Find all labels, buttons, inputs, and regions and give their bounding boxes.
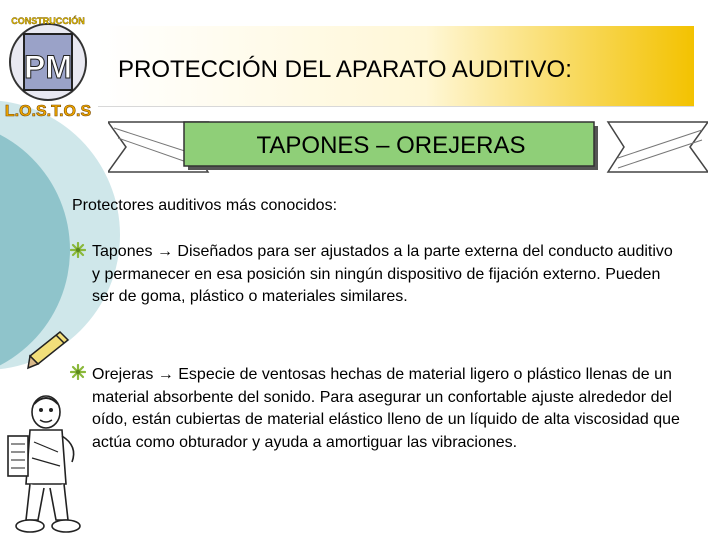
leaf-bullet-icon [70,242,86,258]
intro-text: Protectores auditivos más conocidos: [72,197,338,214]
leaf-bullet-icon [70,364,86,380]
banner-title: TAPONES – OREJERAS [256,132,526,159]
svg-text:L.O.S.T.O.S: L.O.S.T.O.S [4,103,92,120]
svg-text:PM: PM [24,49,72,85]
title-underline [98,106,694,107]
slide-title: PROTECCIÓN DEL APARATO AUDITIVO: [118,56,572,83]
cartoon-worker-illustration [2,392,94,537]
list-item-tapones: Tapones → Diseñados para ser ajustados a la parte externa del conducto auditivo y permanecer en esa posición sin ningún dispositivo de fijación externo. Pueden ser de goma, plástico o materiales similares. [92,243,673,305]
svg-text:CONSTRUCCIÓN: CONSTRUCCIÓN [11,16,85,26]
pencil-icon [26,326,72,370]
list-item-orejeras: Orejeras → Especie de ventosas hechas de material ligero o plástico llenas de un material absorbente del sonido. Para asegurar un confortable ajuste alrededor del oído, están cubiertas de material elástico lleno de un líquido de alta viscosidad que actúa como obturador y ayuda a amortiguar las vibraciones. [92,366,680,451]
logo [2,4,94,134]
